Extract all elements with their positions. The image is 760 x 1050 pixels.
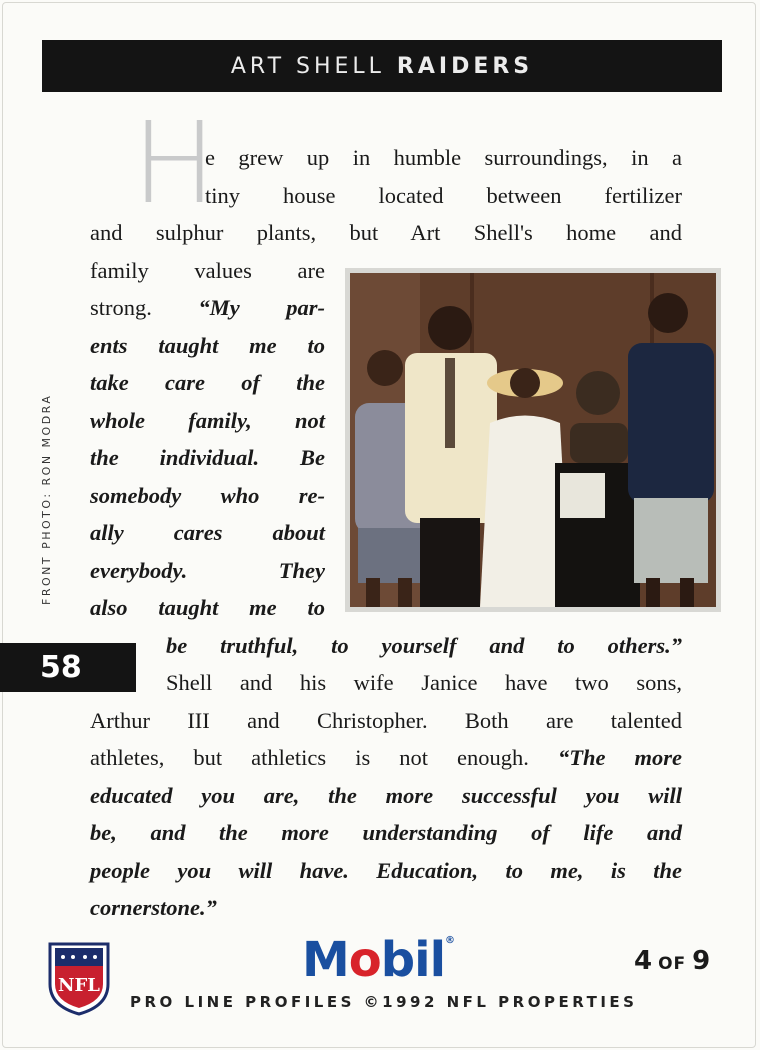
quote-text: ents taught me to: [90, 332, 325, 358]
svg-text:NFL: NFL: [58, 975, 100, 996]
card-series-count: [634, 946, 710, 976]
body-line: [90, 439, 325, 477]
body-line: [90, 477, 325, 515]
quote-text: cornerstone.”: [90, 895, 217, 920]
body-line: [90, 814, 682, 852]
body-text-segment: athletes, but athletics is not enough.: [90, 745, 558, 770]
header-bar: [42, 40, 722, 92]
quote-text: be truthful, to yourself and to others.”: [166, 632, 682, 658]
body-line: [90, 589, 325, 627]
body-line: [90, 402, 325, 440]
quote-text: somebody who re-: [90, 482, 325, 508]
body-line: [166, 664, 682, 702]
quote-text: ally cares about: [90, 520, 325, 545]
body-line: [90, 252, 325, 290]
body-line: [90, 889, 682, 927]
body-text-segment: Arthur III and Christopher. Both are talented: [90, 707, 682, 733]
quote-text: take care of the: [90, 370, 325, 395]
body-text-segment: strong.: [90, 295, 199, 320]
body-line: [90, 364, 325, 402]
body-line: [90, 739, 682, 777]
nfl-shield-logo: [46, 936, 112, 1016]
quote-text: whole family, not: [90, 407, 325, 433]
body-text-segment: e grew up in humble surroundings, in a: [205, 145, 682, 170]
card-count-current: 4: [634, 946, 653, 976]
body-line: [90, 777, 682, 815]
quote-text: also taught me to: [90, 595, 325, 620]
body-line: [205, 177, 682, 215]
body-line: [90, 289, 325, 327]
footer-copyright: PRO LINE PROFILES ©1992 NFL PROPERTIES: [130, 993, 638, 1011]
body-text-segment: Shell and his wife Janice have two sons,: [166, 670, 682, 695]
body-line: [90, 552, 325, 590]
quote-text: people you will have. Education, to me, is the: [90, 857, 682, 883]
quote-text: “My par-: [198, 295, 325, 320]
body-text-segment: and sulphur plants, but Art Shell's home and: [90, 220, 682, 245]
family-photo: [345, 268, 721, 612]
body-line: [90, 702, 682, 740]
body-line: [90, 514, 325, 552]
body-text-segment: tiny house located between fertilizer: [205, 182, 682, 208]
body-line: [205, 139, 682, 177]
body-line: [90, 852, 682, 890]
quote-text: everybody. They: [90, 557, 325, 583]
body-text-segment: family values are: [90, 257, 325, 283]
team-name: RAIDERS: [396, 53, 534, 79]
quote-text: educated you are, the more successful you will: [90, 782, 682, 808]
mobil-logo: Mobil®: [302, 932, 455, 988]
body-line: [90, 327, 325, 365]
photo-credit: FRONT PHOTO: RON MODRA: [40, 393, 53, 605]
quote-text: “The more: [557, 745, 683, 770]
player-name: ART SHELL: [230, 53, 385, 79]
card-count-total: 9: [692, 946, 711, 976]
quote-text: be, and the more understanding of life and: [90, 820, 682, 845]
family-photo-image: [350, 273, 716, 607]
body-line: [166, 627, 682, 665]
body-line: [90, 214, 682, 252]
card-count-of: OF: [658, 954, 687, 974]
card-number: 58: [0, 643, 136, 692]
drop-cap: H: [132, 99, 217, 229]
quote-text: the individual. Be: [90, 445, 325, 470]
